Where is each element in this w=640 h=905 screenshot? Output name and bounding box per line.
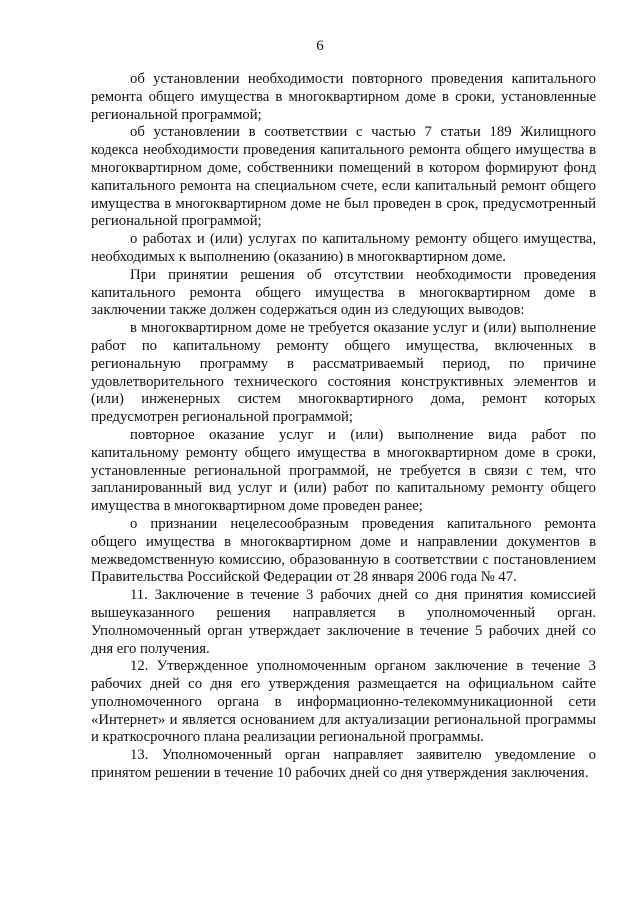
- paragraph-special-account: об установлении в соответствии с частью 7 статьи 189 Жилищного кодекса необходимости проведения капитального ремонта общего имущества в многоквартирном доме, собственники помещений в котором формируют фонд капитального ремонта на специальном счете, если капитальный ремонт общего имущества в многоквартирном доме не был проведен в срок, предусмотренный региональной программой;: [91, 124, 596, 230]
- paragraph-repeat-not-required: повторное оказание услуг и (или) выполнение вида работ по капитальному ремонту общего имущества в многоквартирном доме в сроки, установленные региональной программой, не требуется в связи с тем, что запланированный вид услуг и (или) работ по капитальному ремонту общего имущества в многоквартирном доме проведен ранее;: [91, 426, 596, 515]
- paragraph-required-works: о работах и (или) услугах по капитальному ремонту общего имущества, необходимых к выполнению (оказанию) в многоквартирном доме.: [91, 231, 596, 265]
- paragraph-no-need-decision: При принятии решения об отсутствии необходимости проведения капитального ремонта общего имущества в многоквартирном доме в заключении также должен содержаться один из следующих выводов:: [91, 266, 596, 319]
- page-number: 6: [316, 38, 324, 54]
- paragraph-item-12: 12. Утвержденное уполномоченным органом заключение в течение 3 рабочих дней со дня его утверждения размещается на официальном сайте уполномоченного органа в информационно-телекоммуникационной сети «Интернет» и является основанием для актуализации региональной программы и краткосрочного плана реализации региональной программы.: [91, 658, 596, 746]
- paragraph-satisfactory-condition: в многоквартирном доме не требуется оказание услуг и (или) выполнение работ по капитальному ремонту общего имущества, включенных в региональную программу в рассматриваемый период, по причине удовлетворительного технического состояния конструктивных элементов и (или) инженерных систем многоквартирного дома, ремонт которых предусмотрен региональной программой;: [91, 320, 596, 426]
- document-body: [91, 71, 596, 783]
- paragraph-repeat-repair: об установлении необходимости повторного проведения капитального ремонта общего имущества в многоквартирном доме в сроки, установленные региональной программой;: [91, 71, 596, 123]
- paragraph-item-13: 13. Уполномоченный орган направляет заявителю уведомление о принятом решении в течение 10 рабочих дней со дня утверждения заключения.: [91, 747, 596, 782]
- paragraph-inexpedient-repair: о признании нецелесообразным проведения капитального ремонта общего имущества в многоквартирном доме и направлении документов в межведомственную комиссию, образованную в соответствии с постановлением Правительства Российской Федерации от 28 января 2006 года № 47.: [91, 515, 596, 586]
- paragraph-item-11: 11. Заключение в течение 3 рабочих дней со дня принятия комиссией вышеуказанного решения направляется в уполномоченный орган. Уполномоченный орган утверждает заключение в течение 5 рабочих дней со дня его получения.: [91, 587, 596, 657]
